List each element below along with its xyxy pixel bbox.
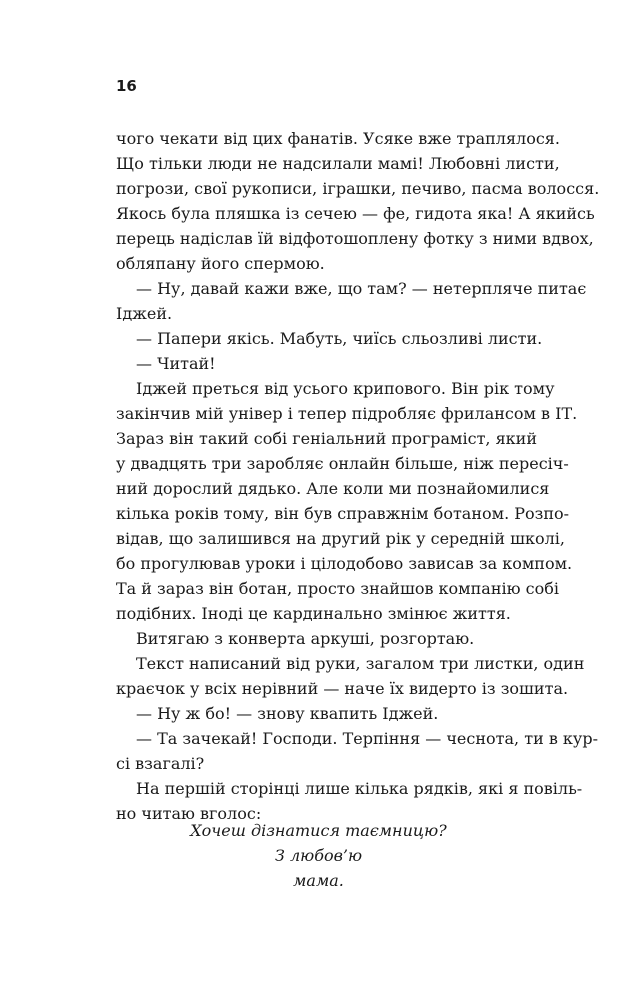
text-line: Витягаю з конверта аркуші, розгортаю. <box>136 629 475 648</box>
text-line: Текст написаний від руки, загалом три листки, один <box>136 654 585 673</box>
text-line: погрози, свої рукописи, іграшки, печиво, пасма волосся. <box>116 179 600 198</box>
letter-verse <box>116 818 521 893</box>
text-line: — Ну, давай кажи вже, що там? — нетерпляче питає <box>136 279 587 298</box>
text-line: чого чекати від цих фанатів. Усяке вже траплялося. <box>116 129 560 148</box>
text-line: но читаю вголос: <box>116 804 262 823</box>
text-line: Та й зараз він ботан, просто знайшов компанію собі <box>116 579 559 598</box>
text-line: перець надіслав їй відфотошоплену фотку з ними вдвох, <box>116 229 594 248</box>
page-number: 16 <box>116 77 137 95</box>
text-line: обляпану його спермою. <box>116 254 325 273</box>
text-line: — Ну ж бо! — знову квапить Іджей. <box>136 704 439 723</box>
text-line: бо прогулював уроки і цілодобово зависав за компом. <box>116 554 573 573</box>
text-line: Якось була пляшка із сечею — фе, гидота яка! А якийсь <box>116 204 595 223</box>
text-line: — Та зачекай! Господи. Терпіння — чеснота, ти в кур- <box>136 729 598 748</box>
text-line: подібних. Іноді це кардинально змінює життя. <box>116 604 511 623</box>
text-line: Іджей преться від усього крипового. Він рік тому <box>136 379 555 398</box>
text-line: ний дорослий дядько. Але коли ми познайомилися <box>116 479 550 498</box>
text-line: Що тільки люди не надсилали мамі! Любовні листи, <box>116 154 560 173</box>
text-line: — Папери якісь. Мабуть, чиїсь сльозливі листи. <box>136 329 543 348</box>
text-line: сі взагалі? <box>116 754 205 773</box>
text-line: відав, що залишився на другий рік у середній школі, <box>116 529 566 548</box>
text-line: Зараз він такий собі геніальний програміст, який <box>116 429 538 448</box>
text-line: — Читай! <box>136 354 216 373</box>
text-line: закінчив мій універ і тепер підробляє фрилансом в ІТ. <box>116 404 578 423</box>
text-line: Іджей. <box>116 304 173 323</box>
text-line: На першій сторінці лише кілька рядків, які я повіль- <box>136 779 583 798</box>
verse-line: Хочеш дізнатися таємницю? <box>190 821 447 840</box>
verse-line: мама. <box>293 871 344 890</box>
body-text <box>116 126 600 826</box>
text-line: краєчок у всіх нерівний — наче їх видерто із зошита. <box>116 679 569 698</box>
verse-line: З любов’ю <box>274 846 363 865</box>
text-line: у двадцять три заробляє онлайн більше, ніж пересіч- <box>116 454 569 473</box>
text-line: кілька років тому, він був справжнім ботаном. Розпо- <box>116 504 570 523</box>
